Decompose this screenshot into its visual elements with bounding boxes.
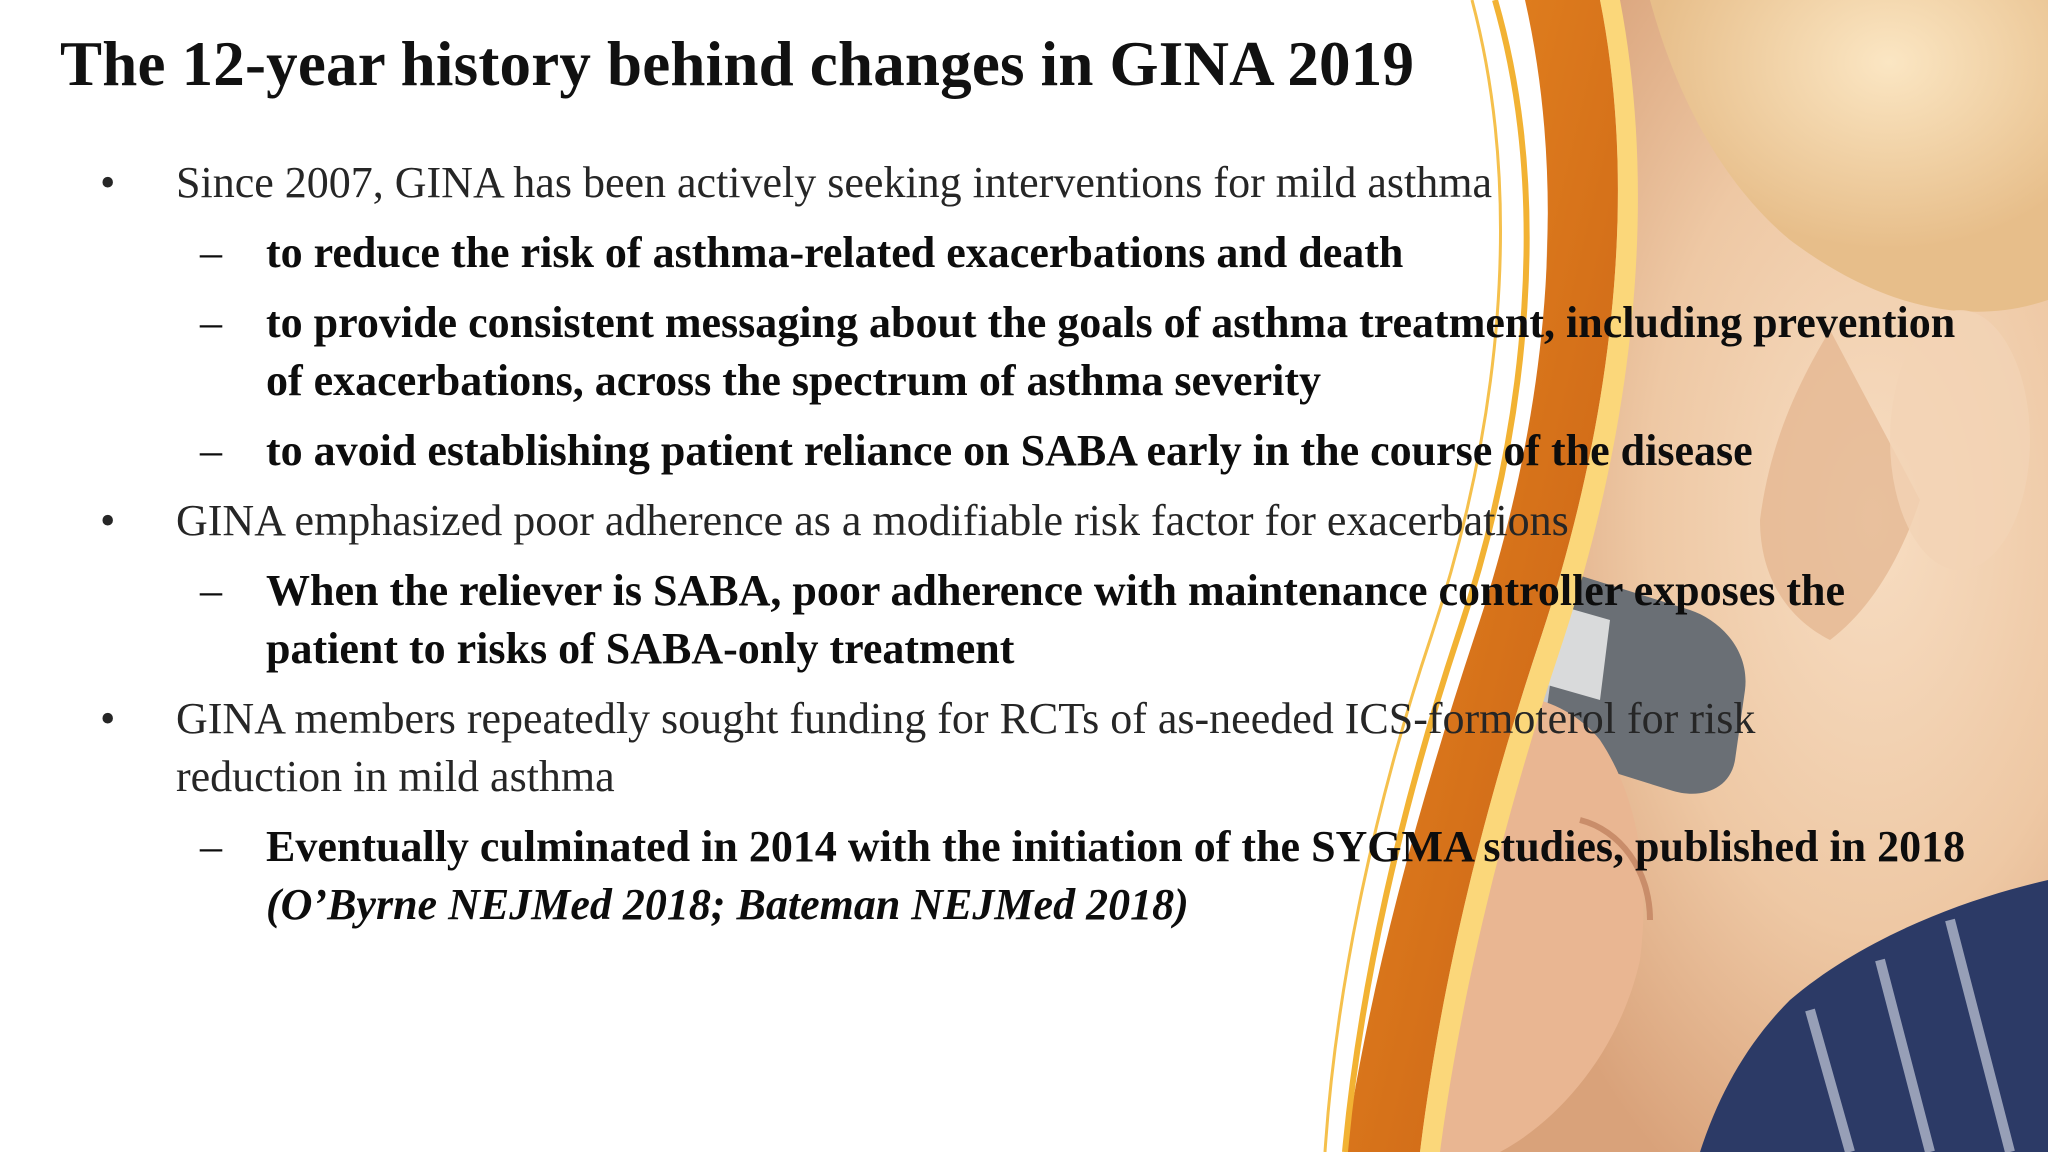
bullet-text: GINA members repeatedly sought funding for RCTs of as-needed ICS-formoterol for risk reduction in mild asthma <box>176 694 1756 801</box>
dash-marker: – <box>200 228 222 277</box>
bullet-marker: • <box>100 694 116 743</box>
sub-bullet-2-1 <box>200 562 1986 678</box>
sub-bullet-text: Eventually culminated in 2014 with the initiation of the SYGMA studies, published in 2018 <box>266 822 1966 871</box>
dash-marker: – <box>200 566 222 615</box>
sub-bullet-text: to avoid establishing patient reliance on SABA early in the course of the disease <box>266 426 1753 475</box>
bullet-3 <box>100 690 1916 806</box>
sub-bullet-text: When the reliever is SABA, poor adherence with maintenance controller exposes the patient to risks of SABA-only treatment <box>266 566 1845 673</box>
bullet-text: GINA emphasized poor adherence as a modifiable risk factor for exacerbations <box>176 496 1569 545</box>
sub-bullet-1-2 <box>200 294 1986 410</box>
citation: (O’Byrne NEJMed 2018; Bateman NEJMed 2018) <box>266 880 1189 929</box>
sub-bullet-1-3 <box>200 422 1986 480</box>
bullet-2 <box>100 492 1916 550</box>
dash-marker: – <box>200 426 222 475</box>
bullet-text: Since 2007, GINA has been actively seeking interventions for mild asthma <box>176 158 1493 207</box>
sub-bullet-text: to reduce the risk of asthma-related exacerbations and death <box>266 228 1404 277</box>
bullet-1 <box>100 154 1916 212</box>
sub-bullet-1-1 <box>200 224 1986 282</box>
dash-marker: – <box>200 298 222 347</box>
bullet-marker: • <box>100 496 116 545</box>
slide-title: The 12-year history behind changes in GINA 2019 <box>60 29 1415 99</box>
bullet-marker: • <box>100 158 116 207</box>
sub-bullet-text: to provide consistent messaging about the goals of asthma treatment, including prevention of exacerbations, across the spectrum of asthma severity <box>266 298 1956 405</box>
sub-bullet-3-1 <box>200 818 1986 934</box>
dash-marker: – <box>200 822 222 871</box>
